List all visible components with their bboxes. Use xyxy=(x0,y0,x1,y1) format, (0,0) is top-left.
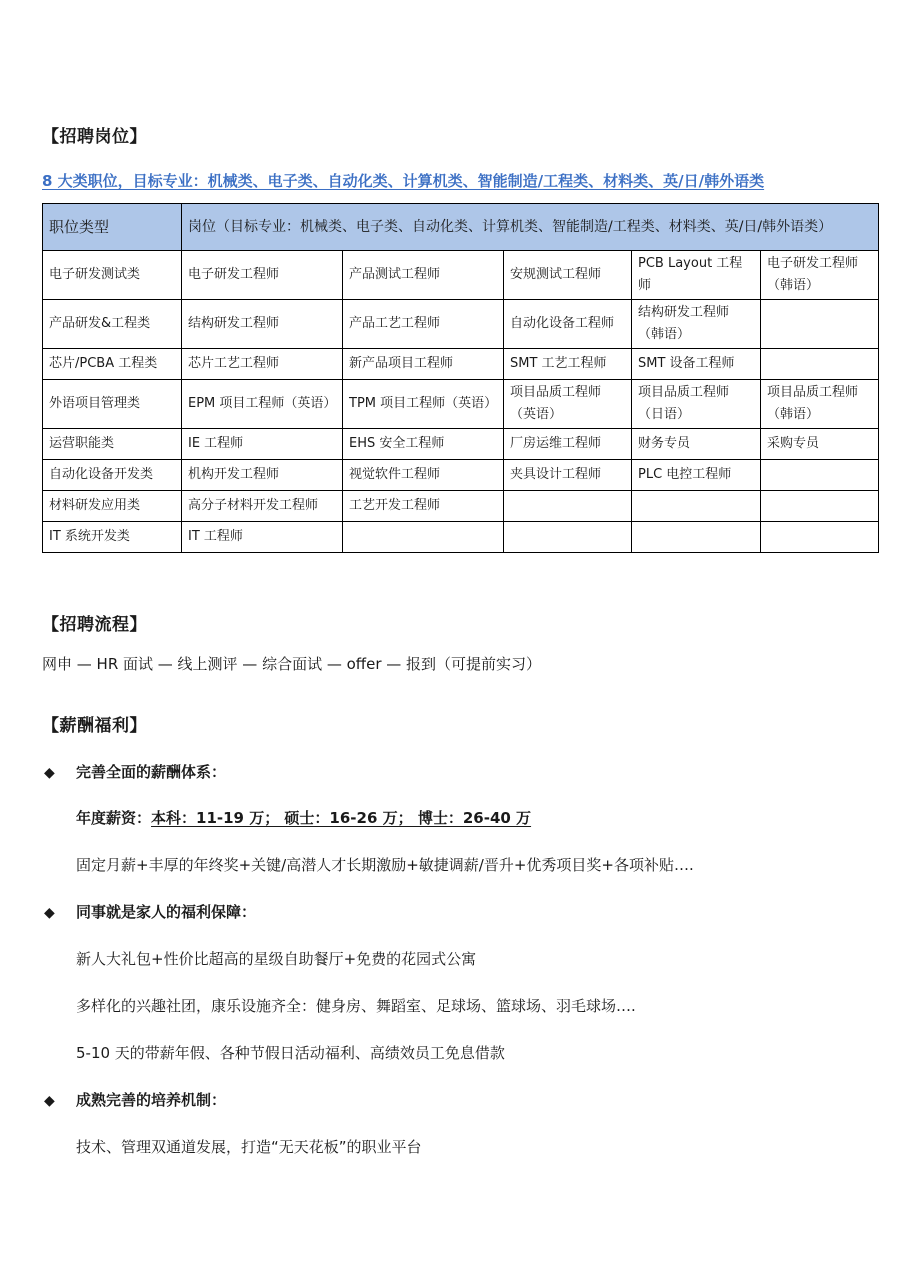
table-cell xyxy=(504,491,632,522)
table-cell: IT 工程师 xyxy=(182,522,343,553)
salary-line xyxy=(76,807,531,828)
table-row xyxy=(43,380,879,429)
table-row xyxy=(43,491,879,522)
benefit-line: 固定月薪+丰厚的年终奖+关键/高潜人才长期激励+敏捷调薪/晋升+优秀项目奖+各项补贴…. xyxy=(76,856,694,874)
table-cell: TPM 项目工程师（英语） xyxy=(343,380,504,429)
table-cell: 产品工艺工程师 xyxy=(343,300,504,349)
table-cell: EPM 项目工程师（英语） xyxy=(182,380,343,429)
process-text: 网申 — HR 面试 — 线上测评 — 综合面试 — offer — 报到（可提前实习） xyxy=(42,655,542,673)
table-cell: 产品测试工程师 xyxy=(343,251,504,300)
table-cell: 电子研发工程师（韩语） xyxy=(761,251,879,300)
table-cell-category: IT 系统开发类 xyxy=(43,522,182,553)
table-row xyxy=(43,429,879,460)
positions-table xyxy=(42,203,879,553)
table-row xyxy=(43,460,879,491)
benefit-section-title: ◆ 完善全面的薪酬体系： xyxy=(44,763,227,781)
salary-label: 年度薪资： xyxy=(76,809,152,827)
diamond-bullet-icon: ◆ xyxy=(44,905,55,921)
table-cell: 结构研发工程师（韩语） xyxy=(632,300,761,349)
table-cell-category: 自动化设备开发类 xyxy=(43,460,182,491)
benefit-line: 技术、管理双通道发展，打造“无天花板”的职业平台 xyxy=(76,1138,422,1156)
table-cell xyxy=(761,460,879,491)
table-cell: IE 工程师 xyxy=(182,429,343,460)
table-cell: EHS 安全工程师 xyxy=(343,429,504,460)
table-cell: PLC 电控工程师 xyxy=(632,460,761,491)
benefit-section-title: ◆ 成熟完善的培养机制： xyxy=(44,1091,227,1109)
table-cell: 项目品质工程师（韩语） xyxy=(761,380,879,429)
table-header-row xyxy=(43,204,879,251)
benefits-heading: 【薪酬福利】 xyxy=(42,716,147,736)
table-cell: 视觉软件工程师 xyxy=(343,460,504,491)
table-cell-category: 外语项目管理类 xyxy=(43,380,182,429)
diamond-bullet-icon: ◆ xyxy=(44,765,55,781)
table-cell: SMT 设备工程师 xyxy=(632,349,761,380)
table-cell xyxy=(343,522,504,553)
table-cell xyxy=(632,522,761,553)
salary-detail: 本科：11-19 万； 硕士：16-26 万； 博士：26-40 万 xyxy=(151,809,532,827)
header-category: 职位类型 xyxy=(43,204,182,251)
positions-subtitle: 8 大类职位，目标专业：机械类、电子类、自动化类、计算机类、智能制造/工程类、材料类、英/日/韩外语类 xyxy=(42,172,765,190)
table-cell: 项目品质工程师（日语） xyxy=(632,380,761,429)
benefit-section-title: ◆ 同事就是家人的福利保障： xyxy=(44,903,257,921)
table-row xyxy=(43,300,879,349)
table-cell: SMT 工艺工程师 xyxy=(504,349,632,380)
table-cell xyxy=(761,522,879,553)
diamond-bullet-icon: ◆ xyxy=(44,1093,55,1109)
table-cell xyxy=(761,349,879,380)
table-cell xyxy=(761,491,879,522)
benefit-line: 5-10 天的带薪年假、各种节假日活动福利、高绩效员工免息借款 xyxy=(76,1044,505,1062)
table-cell-category: 电子研发测试类 xyxy=(43,251,182,300)
table-cell xyxy=(504,522,632,553)
table-row xyxy=(43,251,879,300)
table-cell: 厂房运维工程师 xyxy=(504,429,632,460)
table-cell: 新产品项目工程师 xyxy=(343,349,504,380)
table-row xyxy=(43,349,879,380)
table-cell: 机构开发工程师 xyxy=(182,460,343,491)
positions-heading: 【招聘岗位】 xyxy=(42,127,147,147)
table-cell: 工艺开发工程师 xyxy=(343,491,504,522)
table-cell xyxy=(761,300,879,349)
table-cell-category: 产品研发&工程类 xyxy=(43,300,182,349)
table-cell: 自动化设备工程师 xyxy=(504,300,632,349)
table-cell: 财务专员 xyxy=(632,429,761,460)
table-cell: 高分子材料开发工程师 xyxy=(182,491,343,522)
table-cell: 项目品质工程师（英语） xyxy=(504,380,632,429)
table-cell: 采购专员 xyxy=(761,429,879,460)
table-cell: 芯片工艺工程师 xyxy=(182,349,343,380)
table-cell-category: 运营职能类 xyxy=(43,429,182,460)
table-cell: PCB Layout 工程师 xyxy=(632,251,761,300)
table-row xyxy=(43,522,879,553)
table-cell xyxy=(632,491,761,522)
table-cell-category: 芯片/PCBA 工程类 xyxy=(43,349,182,380)
table-cell-category: 材料研发应用类 xyxy=(43,491,182,522)
table-cell: 夹具设计工程师 xyxy=(504,460,632,491)
header-positions: 岗位（目标专业：机械类、电子类、自动化类、计算机类、智能制造/工程类、材料类、英/日/韩外语类） xyxy=(182,204,879,251)
benefit-line: 新人大礼包+性价比超高的星级自助餐厅+免费的花园式公寓 xyxy=(76,950,477,968)
table-cell: 电子研发工程师 xyxy=(182,251,343,300)
table-cell: 安规测试工程师 xyxy=(504,251,632,300)
table-cell: 结构研发工程师 xyxy=(182,300,343,349)
benefit-line: 多样化的兴趣社团，康乐设施齐全：健身房、舞蹈室、足球场、篮球场、羽毛球场…. xyxy=(76,997,636,1015)
process-heading: 【招聘流程】 xyxy=(42,615,147,635)
